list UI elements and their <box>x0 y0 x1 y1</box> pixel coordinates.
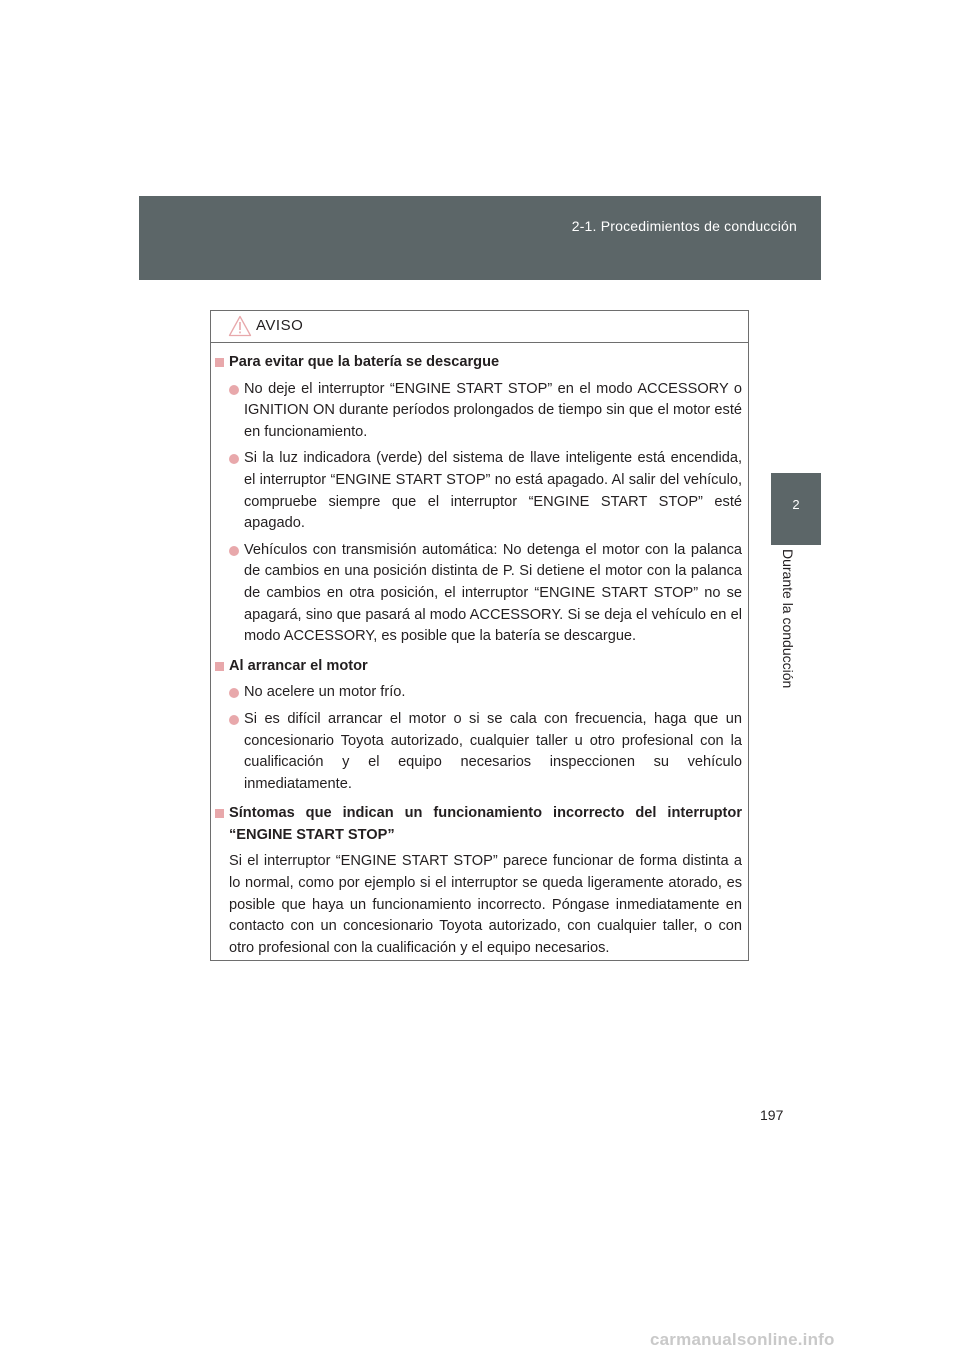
round-bullet-icon <box>229 385 239 395</box>
round-bullet-icon <box>229 715 239 725</box>
list-item: Si es difícil arrancar el motor o si se cala con frecuencia, haga que un concesionario Toyota autorizado, cualquier taller u otro profesional con la cualificación y el equipo necesarios inspeccionen su vehículo inmediatamente. <box>215 709 742 795</box>
square-bullet-icon <box>215 358 224 367</box>
section-heading: Al arrancar el motor <box>215 656 742 678</box>
list-item: No acelere un motor frío. <box>215 682 742 704</box>
warning-header <box>211 311 748 343</box>
round-bullet-icon <box>229 546 239 556</box>
list-item: No deje el interruptor “ENGINE START STOP” en el modo ACCESSORY o IGNITION ON durante períodos prolongados de tiempo sin que el motor esté en funcionamiento. <box>215 379 742 444</box>
section-heading: Síntomas que indican un funcionamiento incorrecto del interruptor “ENGINE START STOP” <box>215 803 742 846</box>
warning-title: AVISO <box>256 317 304 334</box>
round-bullet-icon <box>229 688 239 698</box>
warning-triangle-icon <box>228 315 252 337</box>
chapter-label: Durante la conducción <box>780 549 796 689</box>
section-header-band <box>139 196 821 280</box>
warning-body <box>211 344 748 959</box>
list-item: Vehículos con transmisión automática: No detenga el motor con la palanca de cambios en una posición distinta de P. Si detiene el motor con la palanca de cambios en otra posición, el interruptor “ENGINE START STOP” no se apagará, sino que pasará al modo ACCESSORY. Si se deja el vehículo en el modo ACCESSORY, es posible que la batería se descargue. <box>215 540 742 648</box>
page-number: 197 <box>760 1107 784 1123</box>
section-title: 2-1. Procedimientos de conducción <box>571 218 797 234</box>
chapter-tab <box>771 473 821 545</box>
chapter-number: 2 <box>792 497 800 512</box>
list-item: Si la luz indicadora (verde) del sistema de llave inteligente está encendida, el interruptor “ENGINE START STOP” no está apagado. Al salir del vehículo, compruebe siempre que el interruptor “ENGINE START STOP” esté apagado. <box>215 448 742 534</box>
warning-box <box>210 310 749 961</box>
section-paragraph: Si el interruptor “ENGINE START STOP” parece funcionar de forma distinta a lo normal, como por ejemplo si el interruptor se queda ligeramente atorado, es posible que haya un funcionamiento incorrecto. Póngase inmediatamente en contacto con un concesionario Toyota autorizado, con cualquier taller, o con otro profesional con la cualificación y el equipo necesarios. <box>229 853 742 956</box>
section-heading: Para evitar que la batería se descargue <box>215 352 742 374</box>
round-bullet-icon <box>229 454 239 464</box>
square-bullet-icon <box>215 809 224 818</box>
watermark: carmanualsonline.info <box>650 1330 835 1349</box>
square-bullet-icon <box>215 662 224 671</box>
